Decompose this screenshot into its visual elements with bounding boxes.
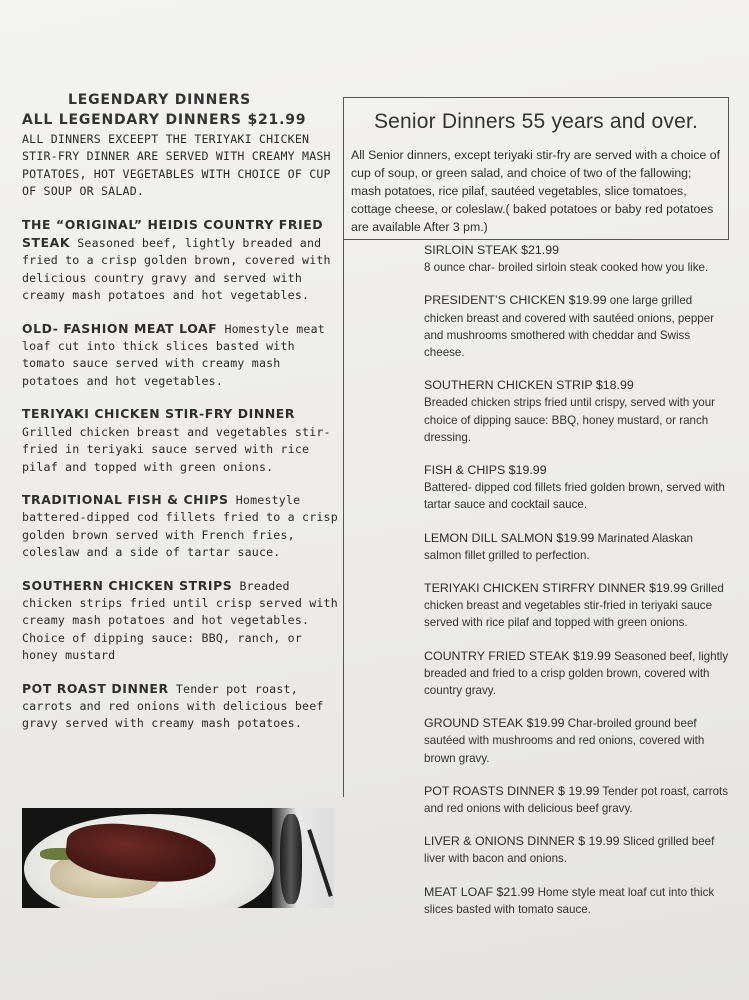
item-name: GROUND STEAK $19.99	[424, 716, 565, 731]
legendary-dinners-section	[22, 90, 340, 805]
item-description: one large grilled chicken breast and covered with sautéed onions, pepper and mushrooms smothered with cheddar and Swiss cheese.	[424, 294, 715, 360]
item-description: Homestyle battered-dipped cod fillets fried to a crisp golden brown served with French fries, coleslaw and a side of tartar sauce.	[22, 492, 338, 560]
legendary-item	[22, 577, 340, 665]
glass	[280, 814, 302, 904]
senior-item	[424, 833, 729, 867]
item-name: FISH & CHIPS $19.99	[424, 463, 547, 478]
senior-item	[424, 884, 729, 918]
item-name: THE “ORIGINAL” HEIDIS COUNTRY FRIED STEAK	[22, 216, 324, 251]
item-description: Tender pot roast, carrots and red onions with delicious beef gravy.	[424, 784, 729, 816]
item-name: MEAT LOAF $21.99	[424, 884, 535, 899]
legendary-item	[22, 405, 340, 476]
item-name: PRESIDENT’S CHICKEN $19.99	[424, 293, 607, 308]
item-description: Home style meat loaf cut into thick slices basted with tomato sauce.	[424, 885, 715, 916]
senior-item	[424, 715, 729, 767]
legendary-item	[22, 680, 340, 733]
senior-item	[424, 580, 729, 632]
item-name: TRADITIONAL FISH & CHIPS	[22, 491, 229, 507]
item-description: Breaded chicken strips fried until crispy, served with your choice of dipping sauce: BBQ, honey mustard, or ranch dressing.	[424, 396, 716, 444]
item-name: SIRLOIN STEAK $21.99	[424, 243, 559, 257]
legendary-heading: LEGENDARY DINNERS	[68, 92, 252, 108]
item-description: Battered- dipped cod fillets fried golden brown, served with tartar sauce and cocktail sauce.	[424, 481, 725, 512]
senior-item	[424, 242, 729, 276]
senior-intro: All Senior dinners, except teriyaki stir-fry are served with a choice of cup of soup, or green salad, and choice of two of the fallowing; mash potatoes, rice pilaf, sautéed vegetables, slice tomatoes, cottage cheese, or coleslaw.( baked potatoes or baby red potatoes are available After 3 pm.)	[351, 148, 721, 234]
steak-dinner-photo	[22, 808, 334, 908]
item-description: Char-broiled ground beef sautéed with mushrooms and red onions, covered with brown gravy.	[424, 717, 705, 765]
item-name: LEMON DILL SALMON $19.99	[424, 530, 595, 545]
item-name: POT ROAST DINNER	[22, 680, 169, 696]
legendary-price-heading: ALL LEGENDARY DINNERS $21.99	[22, 112, 307, 128]
item-description: Sliced grilled beef liver with bacon and onions.	[424, 835, 715, 866]
senior-item	[424, 648, 729, 700]
item-description: Tender pot roast, carrots and red onions with delicious beef gravy served with creamy mash potatoes.	[22, 681, 324, 731]
senior-dinners-list	[424, 242, 729, 934]
legendary-intro: ALL DINNERS EXCEEPT THE TERIYAKI CHICKEN STIR-FRY DINNER ARE SERVED WITH CREAMY MASH POTATOES, HOT VEGETABLES WITH CHOICE OF CUP OF SOUP OR SALAD.	[22, 132, 331, 199]
senior-item	[424, 462, 729, 514]
item-name: TERIYAKI CHICKEN STIR-FRY DINNER	[22, 406, 296, 422]
item-description: Seasoned beef, lightly breaded and fried to a crisp golden brown, covered with country gravy.	[424, 649, 729, 698]
senior-item	[424, 530, 729, 564]
senior-item	[424, 783, 729, 817]
item-name: LIVER & ONIONS DINNER $ 19.99	[424, 834, 620, 849]
item-name: OLD- FASHION MEAT LOAF	[22, 320, 218, 336]
legendary-item	[22, 216, 340, 305]
item-description: Seasoned beef, lightly breaded and fried to a crisp golden brown, covered with delicious country gravy and served with creamy mash potatoes and hot vegetables.	[22, 236, 331, 303]
senior-item	[424, 377, 729, 446]
item-description: Homestyle meat loaf cut into thick slices basted with tomato sauce served with creamy mash potatoes and hot vegetables.	[22, 321, 325, 388]
item-description: Marinated Alaskan salmon fillet grilled to perfection.	[424, 531, 693, 562]
item-name: TERIYAKI CHICKEN STIRFRY DINNER $19.99	[424, 581, 688, 596]
senior-dinners-box	[343, 97, 729, 240]
item-description: Breaded chicken strips fried until crisp served with creamy mash potatoes and hot vegetables. Choice of dipping sauce: BBQ, ranch, or honey mustard	[22, 578, 338, 663]
item-name: SOUTHERN CHICKEN STRIPS	[22, 577, 233, 593]
legendary-item	[22, 491, 340, 562]
senior-title: Senior Dinners 55 years and over.	[373, 110, 699, 133]
item-description: Grilled chicken breast and vegetables stir-fried in teriyaki sauce served with rice pilaf and topped with green onions.	[424, 582, 724, 630]
senior-item	[424, 292, 729, 361]
item-name: POT ROASTS DINNER $ 19.99	[424, 783, 600, 798]
item-name: SOUTHERN CHICKEN STRIP $18.99	[424, 378, 634, 393]
item-name: COUNTRY FRIED STEAK $19.99	[424, 648, 611, 663]
legendary-item	[22, 320, 340, 391]
item-description: 8 ounce char- broiled sirloin steak cooked how you like.	[424, 261, 709, 275]
item-description: Grilled chicken breast and vegetables stir-fried in teriyaki sauce served with rice pilaf and topped with green onions.	[22, 424, 331, 474]
